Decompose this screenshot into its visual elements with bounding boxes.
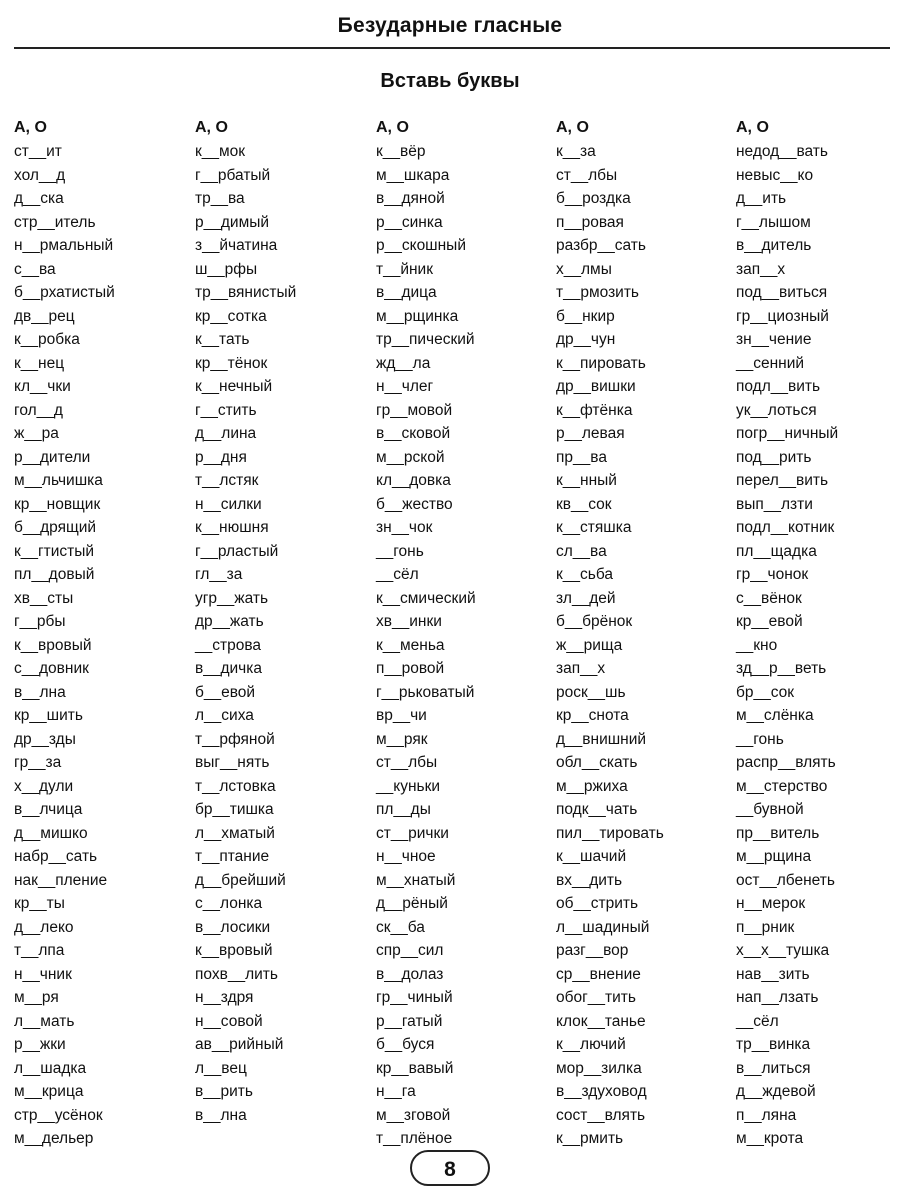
fill-in-word: перел__вить [736, 472, 829, 489]
fill-in-word: н__чник [14, 965, 72, 983]
fill-in-word: г__лышом [736, 213, 811, 231]
exercise-title: Вставь буквы [380, 70, 520, 92]
fill-in-word: __гонь [736, 730, 784, 748]
fill-in-word: д__внишний [556, 730, 647, 748]
fill-in-word: к__вровый [195, 942, 273, 959]
fill-in-word: __сенний [736, 354, 805, 372]
fill-in-word: д__мишко [14, 824, 88, 842]
fill-in-word: к__вровый [14, 636, 92, 654]
fill-in-word: тр__пический [376, 331, 475, 348]
fill-in-word: дв__рец [14, 307, 75, 325]
fill-in-word: гр__за [14, 754, 62, 771]
fill-in-word: м__ряк [376, 730, 428, 748]
fill-in-word: н__здря [195, 989, 254, 1006]
fill-in-word: ук__лоться [736, 401, 817, 419]
fill-in-word: бр__сок [736, 683, 795, 701]
fill-in-word: к__вёр [376, 143, 426, 160]
fill-in-word: з__йчатина [195, 237, 278, 254]
fill-in-word: обог__тить [556, 989, 636, 1006]
fill-in-word: погр__ничный [736, 425, 839, 442]
fill-in-word: б__жество [376, 495, 453, 513]
fill-in-word: с__довник [14, 660, 89, 677]
fill-in-word: п__ляна [736, 1106, 797, 1124]
fill-in-word: н__га [376, 1083, 416, 1100]
fill-in-word: тр__ва [195, 190, 245, 207]
fill-in-word: гл__за [195, 566, 243, 583]
fill-in-word: сл__ва [556, 542, 607, 560]
fill-in-word: р__левая [556, 425, 625, 442]
fill-in-word: р__скошный [376, 237, 466, 254]
fill-in-word: м__дельер [14, 1130, 94, 1147]
fill-in-word: к__нюшня [195, 519, 269, 536]
fill-in-word: б__роздка [556, 190, 631, 207]
fill-in-word: в__лна [14, 683, 66, 701]
fill-in-word: угр__жать [195, 589, 269, 607]
fill-in-word: ск__ба [376, 918, 425, 936]
fill-in-word: р__жки [14, 1036, 66, 1053]
fill-in-word: м__ря [14, 989, 59, 1006]
fill-in-word: __сёл [736, 1012, 779, 1030]
fill-in-word: л__мать [14, 1012, 75, 1030]
fill-in-word: т__плёное [376, 1130, 453, 1147]
fill-in-word: м__зговой [376, 1106, 451, 1124]
fill-in-word: б__рхатистый [14, 284, 115, 301]
fill-in-word: разг__вор [556, 942, 629, 959]
fill-in-word: б__буся [376, 1036, 435, 1053]
fill-in-word: хв__инки [376, 613, 442, 630]
fill-in-word: с__вёнок [736, 589, 802, 607]
fill-in-word: м__рской [376, 448, 445, 466]
fill-in-word: н__члег [376, 378, 434, 395]
fill-in-word: т__лстяк [195, 472, 259, 489]
fill-in-word: подл__котник [736, 519, 835, 536]
word-column-3 [376, 116, 551, 1151]
fill-in-word: к__меньа [376, 636, 445, 654]
fill-in-word: __куньки [376, 777, 441, 795]
fill-in-word: недод__вать [736, 143, 828, 160]
fill-in-word: др__чун [556, 331, 616, 348]
fill-in-word: тр__вянистый [195, 284, 297, 301]
fill-in-word: м__слёнка [736, 707, 814, 724]
fill-in-word: др__зды [14, 730, 76, 748]
fill-in-word: распр__влять [736, 754, 836, 771]
fill-in-word: с__ва [14, 260, 56, 278]
column-heading: А, О [376, 119, 409, 136]
fill-in-word: кл__довка [376, 472, 451, 489]
fill-in-word: т__птание [195, 848, 270, 865]
fill-in-word: об__стрить [556, 895, 639, 912]
fill-in-word: __гонь [376, 542, 424, 560]
fill-in-word: кл__чки [14, 378, 71, 395]
fill-in-word: л__вец [195, 1059, 247, 1077]
fill-in-word: н__чное [376, 848, 436, 865]
column-heading: А, О [736, 119, 769, 136]
fill-in-word: д__брейший [195, 871, 286, 889]
fill-in-word: п__ровая [556, 213, 624, 231]
fill-in-word: к__тать [195, 331, 250, 348]
fill-in-word: пил__тировать [556, 824, 664, 842]
fill-in-word: ав__рийный [195, 1036, 284, 1053]
word-columns [0, 116, 900, 1156]
fill-in-word: л__хматый [195, 824, 275, 842]
fill-in-word: к__фтёнка [556, 401, 633, 419]
fill-in-word: д__леко [14, 918, 74, 936]
fill-in-word: гр__чонок [736, 566, 809, 583]
fill-in-word: кр__сотка [195, 307, 267, 325]
fill-in-word: п__рник [736, 918, 795, 936]
fill-in-word: т__йник [376, 260, 433, 278]
fill-in-word: м__крица [14, 1083, 84, 1100]
word-column-1 [14, 116, 189, 1151]
fill-in-word: т__рфяной [195, 730, 275, 748]
fill-in-word: б__нкир [556, 307, 615, 325]
fill-in-word: к__за [556, 143, 596, 160]
fill-in-word: в__сковой [376, 425, 451, 442]
fill-in-word: м__рщина [736, 848, 812, 865]
fill-in-word: пл__довый [14, 566, 95, 583]
fill-in-word: в__рить [195, 1083, 253, 1100]
fill-in-word: к__пировать [556, 354, 646, 372]
fill-in-word: ж__рища [556, 636, 623, 654]
fill-in-word: кр__вавый [376, 1059, 454, 1077]
fill-in-word: ст__ит [14, 143, 62, 160]
fill-in-word: стр__усёнок [14, 1106, 103, 1124]
fill-in-word: д__лина [195, 425, 257, 442]
fill-in-word: в__долаз [376, 965, 444, 983]
fill-in-word: в__литься [736, 1059, 811, 1077]
fill-in-word: в__лосики [195, 918, 271, 936]
fill-in-word: кр__ты [14, 895, 65, 912]
fill-in-word: м__рщинка [376, 307, 459, 325]
fill-in-word: __бувной [736, 801, 804, 818]
fill-in-word: в__дичка [195, 660, 262, 677]
fill-in-word: подк__чать [556, 801, 638, 818]
fill-in-word: зд__р__веть [736, 660, 827, 677]
word-column-5 [736, 116, 900, 1151]
fill-in-word: вх__дить [556, 871, 623, 889]
fill-in-word: др__вишки [556, 378, 636, 395]
fill-in-word: п__ровой [376, 660, 445, 677]
fill-in-word: м__ржиха [556, 777, 628, 795]
fill-in-word: м__стерство [736, 777, 828, 795]
fill-in-word: к__стяшка [556, 519, 632, 536]
fill-in-word: м__крота [736, 1130, 804, 1147]
fill-in-word: ост__лбенеть [736, 871, 835, 889]
fill-in-word: кр__новщик [14, 495, 101, 513]
fill-in-word: к__нец [14, 354, 65, 372]
fill-in-word: к__мок [195, 143, 246, 160]
fill-in-word: гол__д [14, 401, 63, 419]
fill-in-word: кр__тёнок [195, 354, 268, 372]
fill-in-word: гр__циозный [736, 307, 829, 325]
fill-in-word: к__смический [376, 589, 476, 607]
fill-in-word: ст__рички [376, 824, 449, 842]
fill-in-word: обл__скать [556, 754, 638, 771]
fill-in-word: мор__зилка [556, 1059, 642, 1077]
fill-in-word: подл__вить [736, 378, 821, 395]
fill-in-word: н__совой [195, 1012, 263, 1030]
fill-in-word: т__лпа [14, 942, 65, 959]
fill-in-word: тр__винка [736, 1036, 811, 1053]
page-number: 8 [410, 1150, 490, 1186]
fill-in-word: б__евой [195, 683, 256, 701]
fill-in-word: ст__лбы [376, 754, 438, 771]
fill-in-word: __сёл [376, 566, 419, 583]
fill-in-word: разбр__сать [556, 237, 646, 254]
fill-in-word: хв__сты [14, 589, 74, 607]
fill-in-word: зн__чок [376, 519, 433, 536]
fill-in-word: м__шкара [376, 166, 450, 184]
fill-in-word: к__нный [556, 472, 617, 489]
fill-in-word: д__рёный [376, 895, 448, 912]
fill-in-word: ж__ра [14, 425, 59, 442]
fill-in-word: похв__лить [195, 965, 278, 983]
fill-in-word: л__сиха [195, 707, 254, 724]
fill-in-word: к__гтистый [14, 542, 95, 560]
column-heading: А, О [195, 119, 228, 136]
fill-in-word: спр__сил [376, 942, 444, 959]
fill-in-word: __кно [736, 636, 778, 654]
fill-in-word: в__дяной [376, 190, 445, 207]
fill-in-word: р__синка [376, 213, 443, 231]
fill-in-word: хол__д [14, 166, 66, 184]
fill-in-word: пр__витель [736, 824, 820, 842]
fill-in-word: под__виться [736, 284, 828, 301]
fill-in-word: к__нечный [195, 378, 273, 395]
page-title: Безударные гласные [337, 14, 563, 37]
fill-in-word: х__лмы [556, 260, 612, 278]
fill-in-word: д__ждевой [736, 1083, 816, 1100]
fill-in-word: сост__влять [556, 1106, 646, 1124]
fill-in-word: б__дрящий [14, 519, 97, 536]
fill-in-word: г__рбы [14, 613, 66, 630]
fill-in-word: под__рить [736, 448, 812, 466]
column-heading: А, О [556, 119, 589, 136]
fill-in-word: б__брёнок [556, 613, 633, 630]
fill-in-word: н__рмальный [14, 237, 114, 254]
column-heading: А, О [14, 119, 47, 136]
fill-in-word: зл__дей [556, 589, 616, 607]
fill-in-word: к__шачий [556, 848, 627, 865]
fill-in-word: г__рбатый [195, 166, 271, 184]
fill-in-word: набр__сать [14, 848, 98, 865]
fill-in-word: т__лстовка [195, 777, 276, 795]
fill-in-word: пр__ва [556, 448, 607, 466]
fill-in-word: к__лючий [556, 1036, 626, 1053]
fill-in-word: вып__лзти [736, 495, 813, 513]
fill-in-word: зн__чение [736, 331, 812, 348]
fill-in-word: х__дули [14, 777, 74, 795]
fill-in-word: в__лна [195, 1106, 247, 1124]
fill-in-word: кв__сок [556, 495, 612, 513]
fill-in-word: невыс__ко [736, 166, 814, 184]
fill-in-word: г__стить [195, 401, 257, 419]
fill-in-word: нав__зить [736, 965, 810, 983]
fill-in-word: зап__х [556, 660, 606, 677]
fill-in-word: зап__х [736, 260, 786, 278]
fill-in-word: гр__мовой [376, 401, 453, 419]
fill-in-word: жд__ла [376, 354, 431, 372]
fill-in-word: т__рмозить [556, 284, 640, 301]
fill-in-word: р__димый [195, 213, 270, 231]
fill-in-word: н__силки [195, 495, 262, 513]
fill-in-word: к__робка [14, 331, 80, 348]
fill-in-word: в__дица [376, 284, 437, 301]
fill-in-word: л__шадка [14, 1059, 87, 1077]
fill-in-word: кр__шить [14, 707, 83, 724]
fill-in-word: стр__итель [14, 213, 96, 231]
fill-in-word: г__рластый [195, 542, 279, 560]
fill-in-word: пл__ды [376, 801, 431, 818]
fill-in-word: ср__внение [556, 965, 641, 983]
fill-in-word: м__хнатый [376, 871, 456, 889]
fill-in-word: бр__тишка [195, 801, 274, 818]
fill-in-word: нак__пление [14, 871, 108, 889]
fill-in-word: с__лонка [195, 895, 263, 912]
fill-in-word: х__х__тушка [736, 942, 830, 959]
fill-in-word: в__дитель [736, 237, 812, 254]
fill-in-word: выг__нять [195, 754, 270, 771]
fill-in-word: к__сьба [556, 566, 613, 583]
fill-in-word: вр__чи [376, 707, 427, 724]
fill-in-word: л__шадиный [556, 918, 650, 936]
fill-in-word: пл__щадка [736, 542, 817, 560]
fill-in-word: к__рмить [556, 1130, 624, 1147]
fill-in-word: в__лчица [14, 801, 83, 818]
fill-in-word: кр__снота [556, 707, 629, 724]
fill-in-word: ст__лбы [556, 166, 618, 184]
word-column-2 [195, 116, 370, 1127]
fill-in-word: р__дня [195, 448, 247, 466]
fill-in-word: кр__евой [736, 613, 803, 630]
title-divider [14, 47, 890, 49]
fill-in-word: ш__рфы [195, 260, 258, 278]
fill-in-word: д__ить [736, 190, 787, 207]
word-column-4 [556, 116, 731, 1151]
fill-in-word: клок__танье [556, 1012, 646, 1030]
fill-in-word: нап__лзать [736, 989, 819, 1006]
fill-in-word: м__льчишка [14, 472, 103, 489]
fill-in-word: р__гатый [376, 1012, 443, 1030]
fill-in-word: роск__шь [556, 683, 626, 701]
fill-in-word: д__ска [14, 190, 64, 207]
fill-in-word: гр__чиный [376, 989, 453, 1006]
fill-in-word: в__здуховод [556, 1083, 647, 1100]
fill-in-word: н__мерок [736, 895, 806, 912]
fill-in-word: р__дители [14, 448, 91, 466]
fill-in-word: __строва [195, 636, 262, 654]
fill-in-word: др__жать [195, 613, 264, 630]
fill-in-word: г__рьковатый [376, 683, 475, 701]
